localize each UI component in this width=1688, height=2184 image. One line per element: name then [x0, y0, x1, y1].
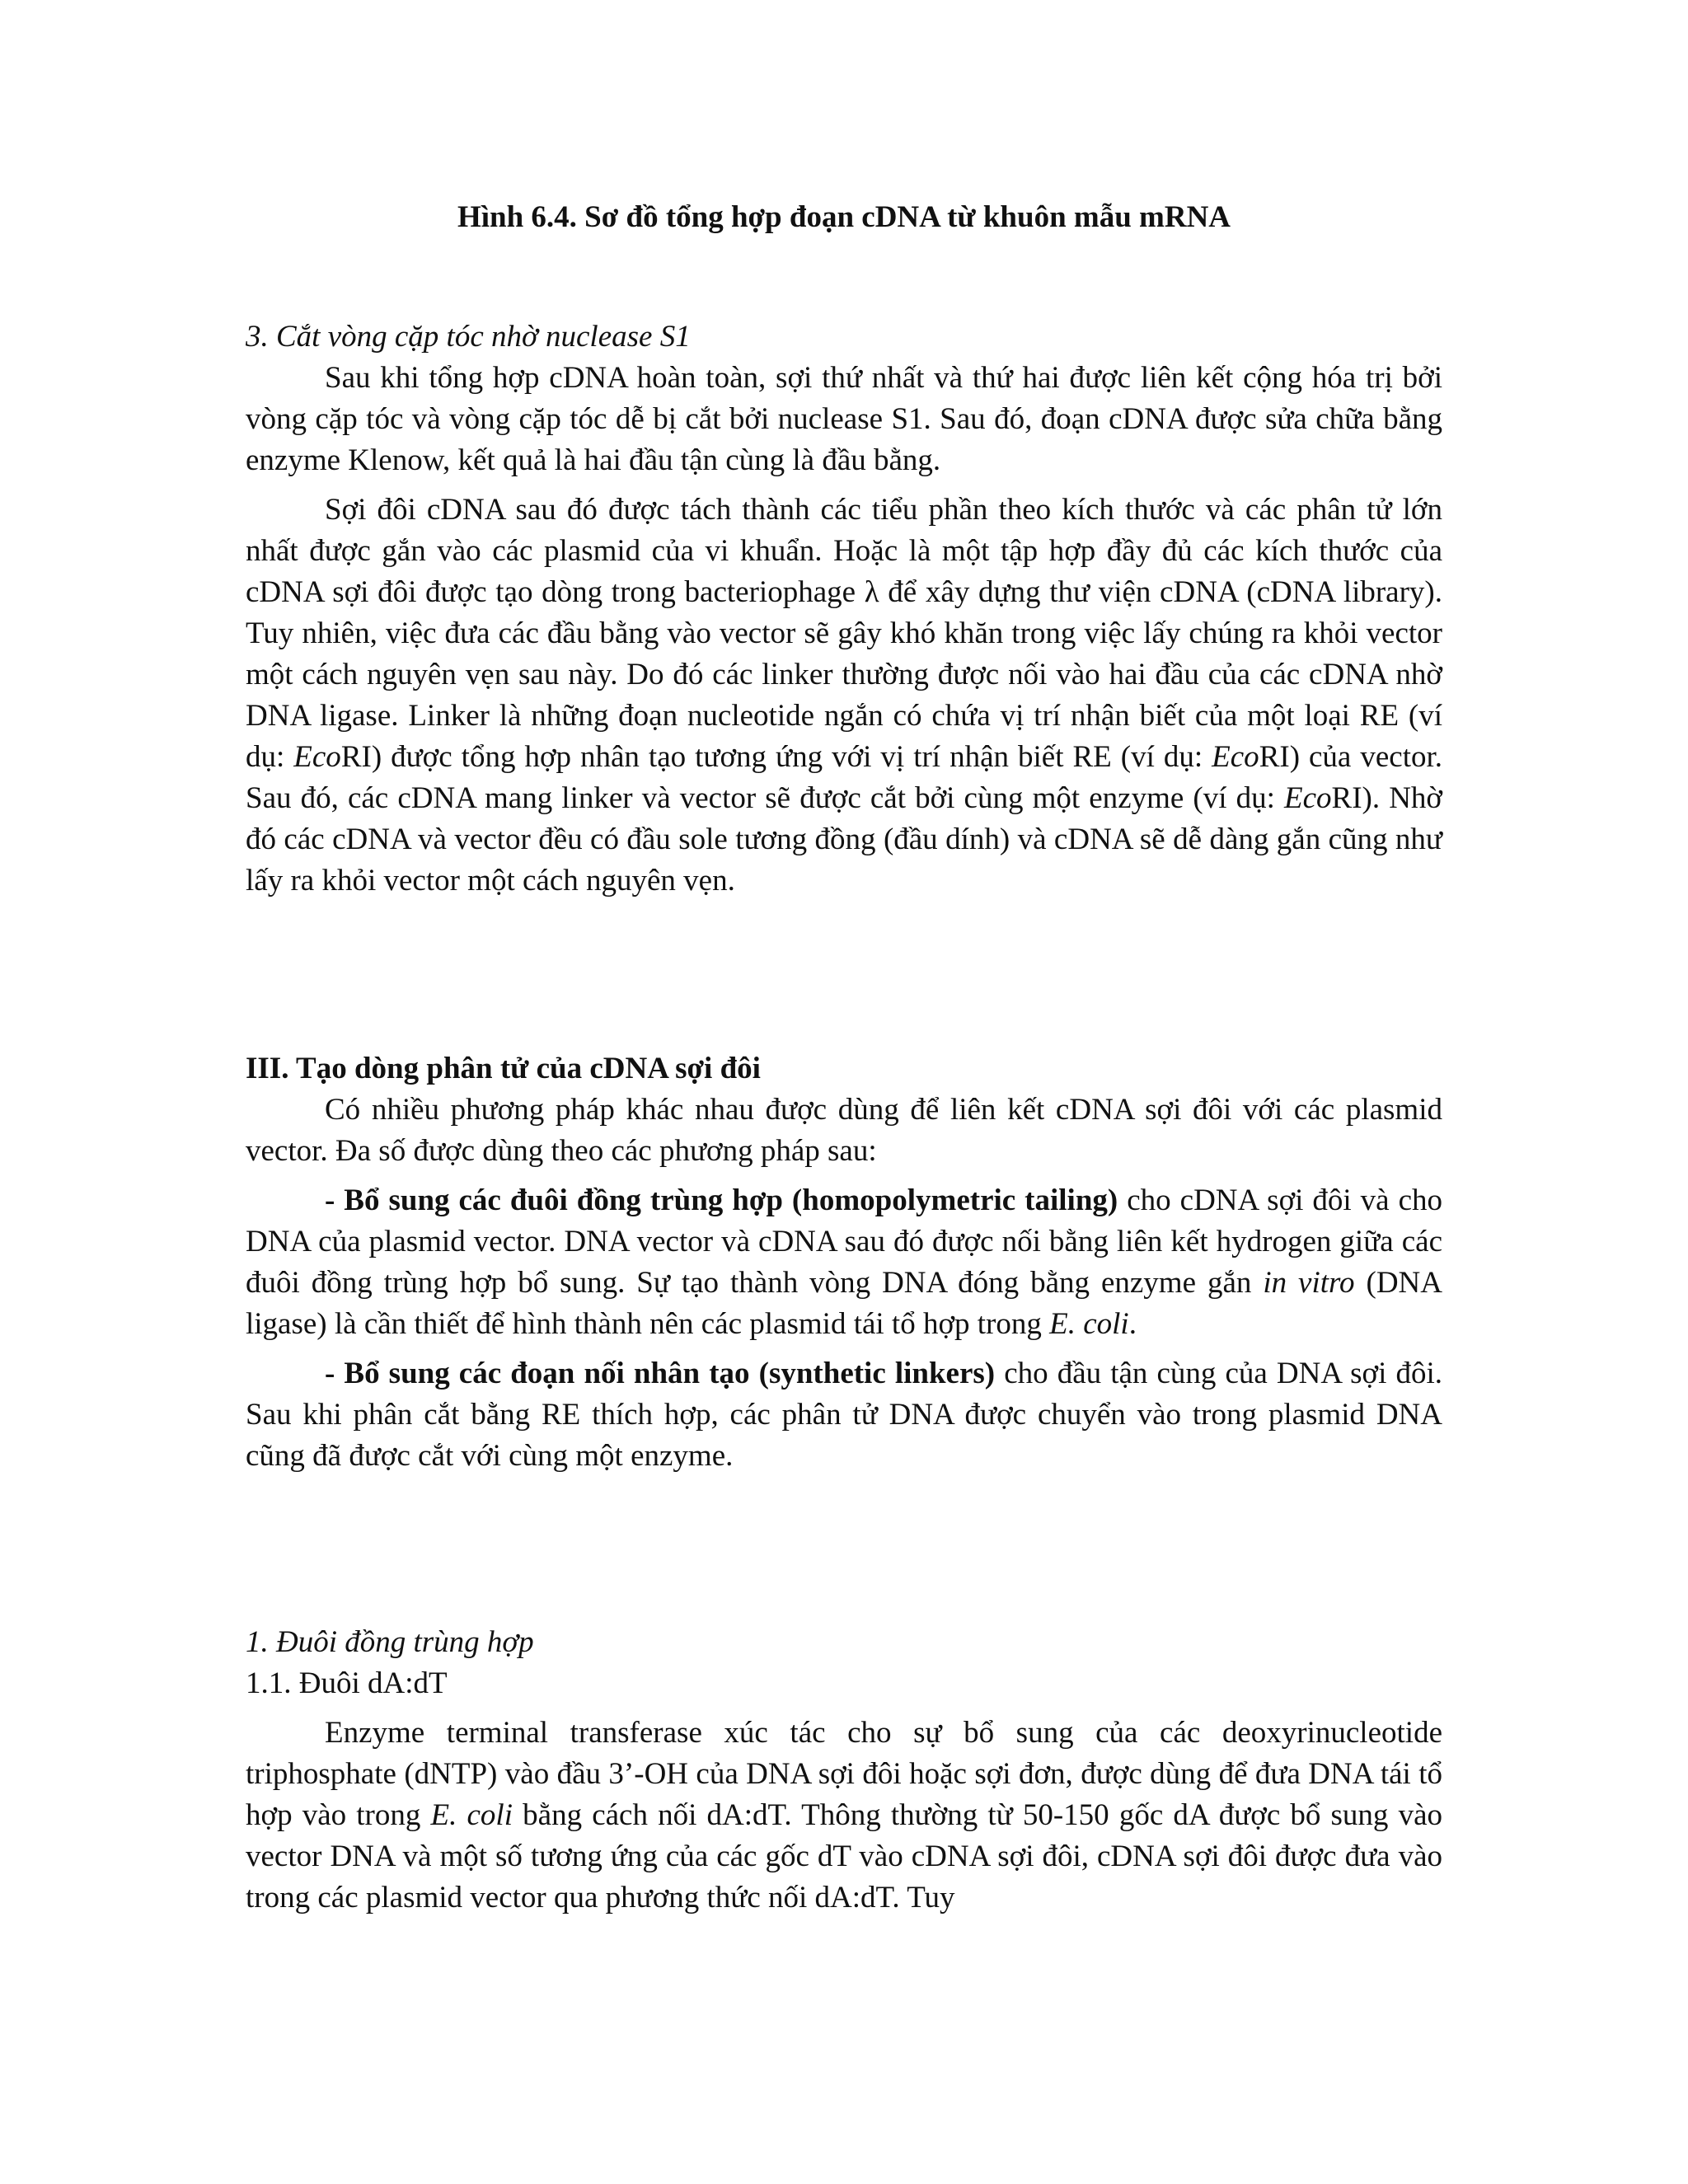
method-homopolymeric-tailing: - Bổ sung các đuôi đồng trùng hợp (homopolymetric tailing) cho cDNA sợi đôi và cho DNA của plasmid vector. DNA vector và cDNA sau đó được nối bằng liên kết hydrogen giữa các đuôi đồng trùng hợp bổ sung. Sự tạo thành vòng DNA đóng bằng enzyme gắn in vitro (DNA ligase) là cần thiết để hình thành nên các plasmid tái tổ hợp trong E. coli. [246, 1183, 1443, 1341]
section-III [246, 1048, 1442, 1477]
section-III-heading: III. Tạo dòng phân tử của cDNA sợi đôi [246, 1052, 761, 1085]
figure-caption: Hình 6.4. Sơ đồ tổng hợp đoạn cDNA từ khuôn mẫu mRNA [457, 200, 1231, 234]
section-3 [246, 316, 1442, 902]
section-1-1-heading: 1.1. Đuôi dA:dT [246, 1666, 448, 1700]
section-3-paragraph-1: Sau khi tổng hợp cDNA hoàn toàn, sợi thứ nhất và thứ hai được liên kết cộng hóa trị bởi vòng cặp tóc và vòng cặp tóc dễ bị cắt bởi nuclease S1. Sau đó, đoạn cDNA được sửa chữa bằng enzyme Klenow, kết quả là hai đầu tận cùng là đầu bằng. [246, 361, 1442, 477]
section-1 [246, 1622, 1442, 1919]
section-3-paragraph-2: Sợi đôi cDNA sau đó được tách thành các tiểu phần theo kích thước và các phân tử lớn nhất được gắn vào các plasmid của vi khuẩn. Hoặc là một tập hợp đầy đủ các kích thước của cDNA sợi đôi được tạo dòng trong bacteriophage λ để xây dựng thư viện cDNA (cDNA library). Tuy nhiên, việc đưa các đầu bằng vào vector sẽ gây khó khăn trong việc lấy chúng ra khỏi vector một cách nguyên vẹn sau này. Do đó các linker thường được nối vào hai đầu của các cDNA nhờ DNA ligase. Linker là những đoạn nucleotide ngắn có chứa vị trí nhận biết của một loại RE (ví dụ: EcoRI) được tổng hợp nhân tạo tương ứng với vị trí nhận biết RE (ví dụ: EcoRI) của vector. Sau đó, các cDNA mang linker và vector sẽ được cắt bởi cùng một enzyme (ví dụ: EcoRI). Nhờ đó các cDNA và vector đều có đầu sole tương đồng (đầu dính) và cDNA sẽ dễ dàng gắn cũng như lấy ra khỏi vector một cách nguyên vẹn. [246, 493, 1443, 898]
section-III-intro: Có nhiều phương pháp khác nhau được dùng để liên kết cDNA sợi đôi với các plasmid vector. Đa số được dùng theo các phương pháp sau: [246, 1093, 1442, 1168]
section-1-1-paragraph: Enzyme terminal transferase xúc tác cho sự bổ sung của các deoxyrinucleotide triphosphate (dNTP) vào đầu 3’-OH của DNA sợi đôi hoặc sợi đơn, được dùng để đưa DNA tái tổ hợp vào trong E. coli bằng cách nối dA:dT. Thông thường từ 50-150 gốc dA được bổ sung vào vector DNA và một số tương ứng của các gốc dT vào cDNA sợi đôi, cDNA sợi đôi được đưa vào trong các plasmid vector qua phương thức nối dA:dT. Tuy [246, 1716, 1442, 1915]
method-synthetic-linkers: - Bổ sung các đoạn nối nhân tạo (synthetic linkers) cho đầu tận cùng của DNA sợi đôi. Sau khi phân cắt bằng RE thích hợp, các phân tử DNA được chuyển vào trong plasmid DNA cũng đã được cắt với cùng một enzyme. [246, 1357, 1442, 1473]
section-3-heading: 3. Cắt vòng cặp tóc nhờ nuclease S1 [246, 320, 691, 354]
section-1-heading: 1. Đuôi đồng trùng hợp [246, 1625, 534, 1659]
